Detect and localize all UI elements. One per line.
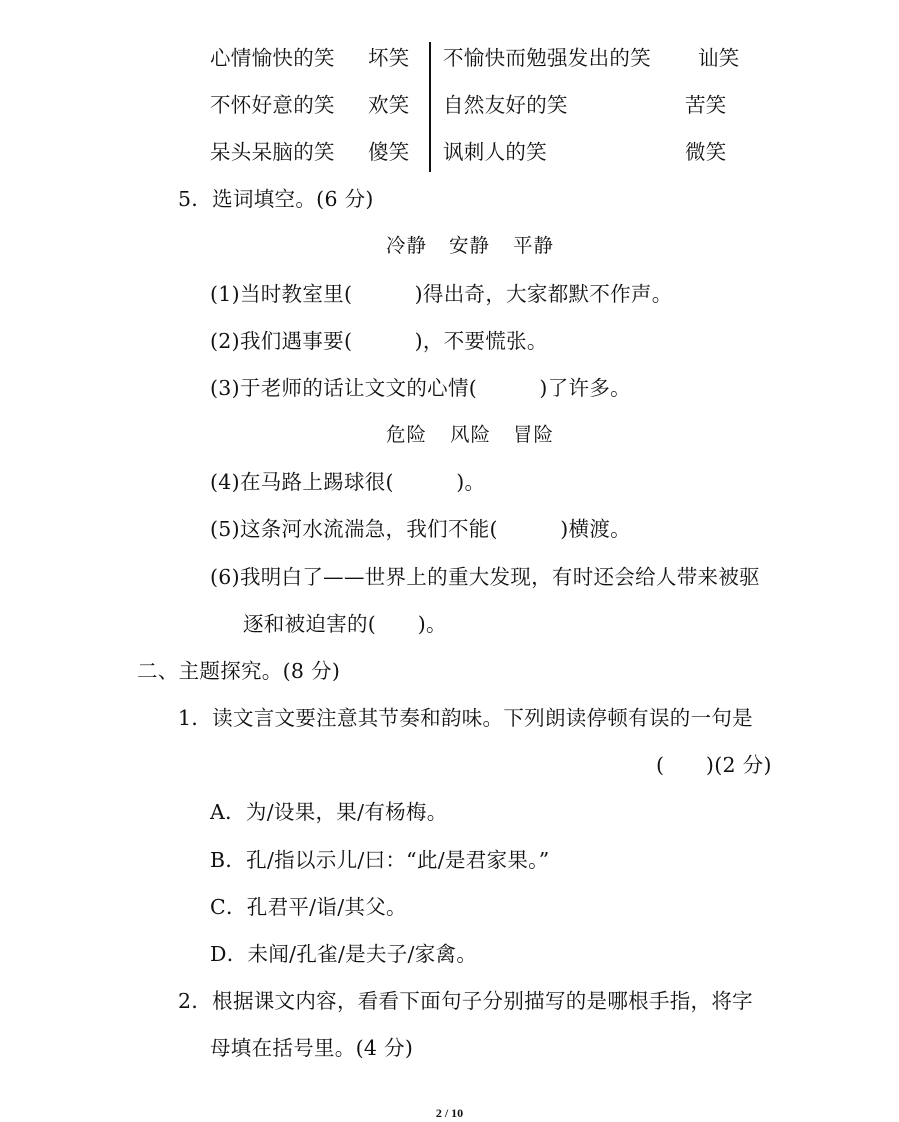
- q5-title: 5．选词填空。(6 分): [178, 187, 374, 211]
- option-b: B．孔/指以示儿/曰：“此/是君家果。”: [210, 848, 550, 872]
- match-right-b-3: 微笑: [685, 140, 727, 164]
- match-left-b-1: 坏笑: [368, 46, 410, 70]
- q5-item-3: (3)于老师的话让文文的心情( )了许多。: [210, 376, 631, 400]
- q5-word-6: 冒险: [513, 423, 555, 446]
- q5-word-3: 平静: [513, 234, 555, 257]
- match-right-a-3: 讽刺人的笑: [443, 140, 547, 164]
- q5-word-4: 危险: [386, 423, 428, 446]
- match-table-divider: [429, 42, 431, 172]
- q5-word-2: 安静: [449, 234, 491, 257]
- q5-item-5: (5)这条河水流湍急，我们不能( )横渡。: [210, 517, 631, 541]
- match-right-a-1: 不愉快而勉强发出的笑: [443, 46, 651, 70]
- option-a: A．为/设果，果/有杨梅。: [210, 800, 448, 824]
- match-left-a-1: 心情愉快的笑: [210, 46, 335, 70]
- match-left-a-3: 呆头呆脑的笑: [210, 140, 335, 164]
- q5-word-1: 冷静: [386, 234, 428, 257]
- match-left-b-3: 傻笑: [368, 140, 410, 164]
- match-right-b-2: 苦笑: [685, 93, 727, 117]
- page-number: 2 / 10: [435, 1106, 464, 1120]
- s2-q1-text: 1．读文言文要注意其节奏和韵味。下列朗读停顿有误的一句是: [178, 706, 753, 730]
- s2-q1-score: ( )(2 分): [656, 753, 772, 777]
- match-right-a-2: 自然友好的笑: [443, 93, 568, 117]
- q5-item-6-continued: 逐和被迫害的( )。: [243, 612, 447, 636]
- s2-q2-line-1: 2．根据课文内容，看看下面句子分别描写的是哪根手指，将字: [178, 989, 753, 1013]
- match-left-a-2: 不怀好意的笑: [210, 93, 335, 117]
- option-d: D．未闻/孔雀/是夫子/家禽。: [210, 942, 478, 966]
- option-c: C．孔君平/诣/其父。: [210, 895, 407, 919]
- match-left-b-2: 欢笑: [368, 93, 410, 117]
- q5-item-1: (1)当时教室里( )得出奇，大家都默不作声。: [210, 282, 673, 306]
- match-right-b-1: 讪笑: [698, 46, 740, 70]
- q5-item-2: (2)我们遇事要( )，不要慌张。: [210, 329, 548, 353]
- q5-item-6: (6)我明白了——世界上的重大发现，有时还会给人带来被驱: [210, 565, 760, 589]
- q5-word-5: 风险: [450, 423, 492, 446]
- section-2-title: 二、主题探究。(8 分): [137, 659, 341, 683]
- s2-q2-line-2: 母填在括号里。(4 分): [210, 1036, 414, 1060]
- q5-item-4: (4)在马路上踢球很( )。: [210, 470, 486, 494]
